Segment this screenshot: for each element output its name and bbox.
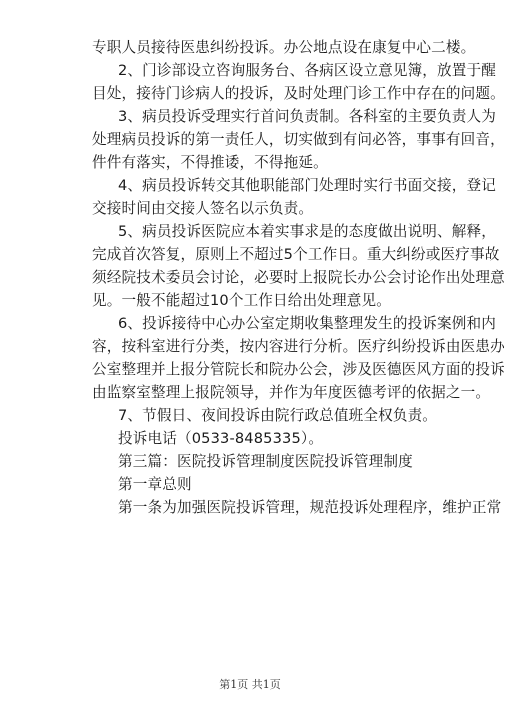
text-line: 由监察室整理上报院领导，并作为年度医德考评的依据之一。 — [92, 384, 491, 401]
document-body — [92, 36, 505, 519]
chapter-heading: 第一章总则 — [118, 476, 192, 493]
text-line: 5、病员投诉医院应本着实事求是的态度做出说明、解释， — [118, 223, 497, 240]
page-number-footer: 第1页 共1页 — [219, 678, 281, 691]
text-line: 完成首次答复，原则上不超过5个工作日。重大纠纷或医疗事故 — [92, 246, 500, 263]
text-line: 2、门诊部设立咨询服务台、各病区设立意见簿，放置于醒 — [118, 62, 497, 79]
text-line: 目处，接待门诊病人的投诉，及时处理门诊工作中存在的问题。 — [92, 85, 505, 102]
text-line: 专职人员接待医患纠纷投诉。办公地点设在康复中心二楼。 — [92, 39, 476, 56]
text-line: 公室整理并上报分管院长和院办公会，涉及医德医风方面的投诉 — [92, 361, 505, 378]
text-line: 第一条为加强医院投诉管理，规范投诉处理程序，维护正常 — [118, 499, 502, 516]
text-line: 6、投诉接待中心办公室定期收集整理发生的投诉案例和内 — [118, 315, 497, 332]
section-heading: 第三篇：医院投诉管理制度医院投诉管理制度 — [118, 453, 413, 470]
text-line: 件件有落实，不得推诿，不得拖延。 — [92, 154, 328, 171]
text-line: 须经院技术委员会讨论，必要时上报院长办公会讨论作出处理意 — [92, 269, 505, 286]
text-line: 7、节假日、夜间投诉由院行政总值班全权负责。 — [118, 407, 438, 424]
text-line: 处理病员投诉的第一责任人，切实做到有问必答，事事有回音， — [92, 131, 505, 148]
text-line: 3、病员投诉受理实行首问负责制。各科室的主要负责人为 — [118, 108, 497, 125]
text-line: 投诉电话（0533-8485335）。 — [118, 430, 324, 447]
text-line: 容，按科室进行分类，按内容进行分析。医疗纠纷投诉由医患办 — [92, 338, 505, 355]
text-line: 交接时间由交接人签名以示负责。 — [92, 200, 314, 217]
text-line: 4、病员投诉转交其他职能部门处理时实行书面交接，登记 — [118, 177, 497, 194]
text-line: 见。一般不能超过10个工作日给出处理意见。 — [92, 292, 392, 309]
